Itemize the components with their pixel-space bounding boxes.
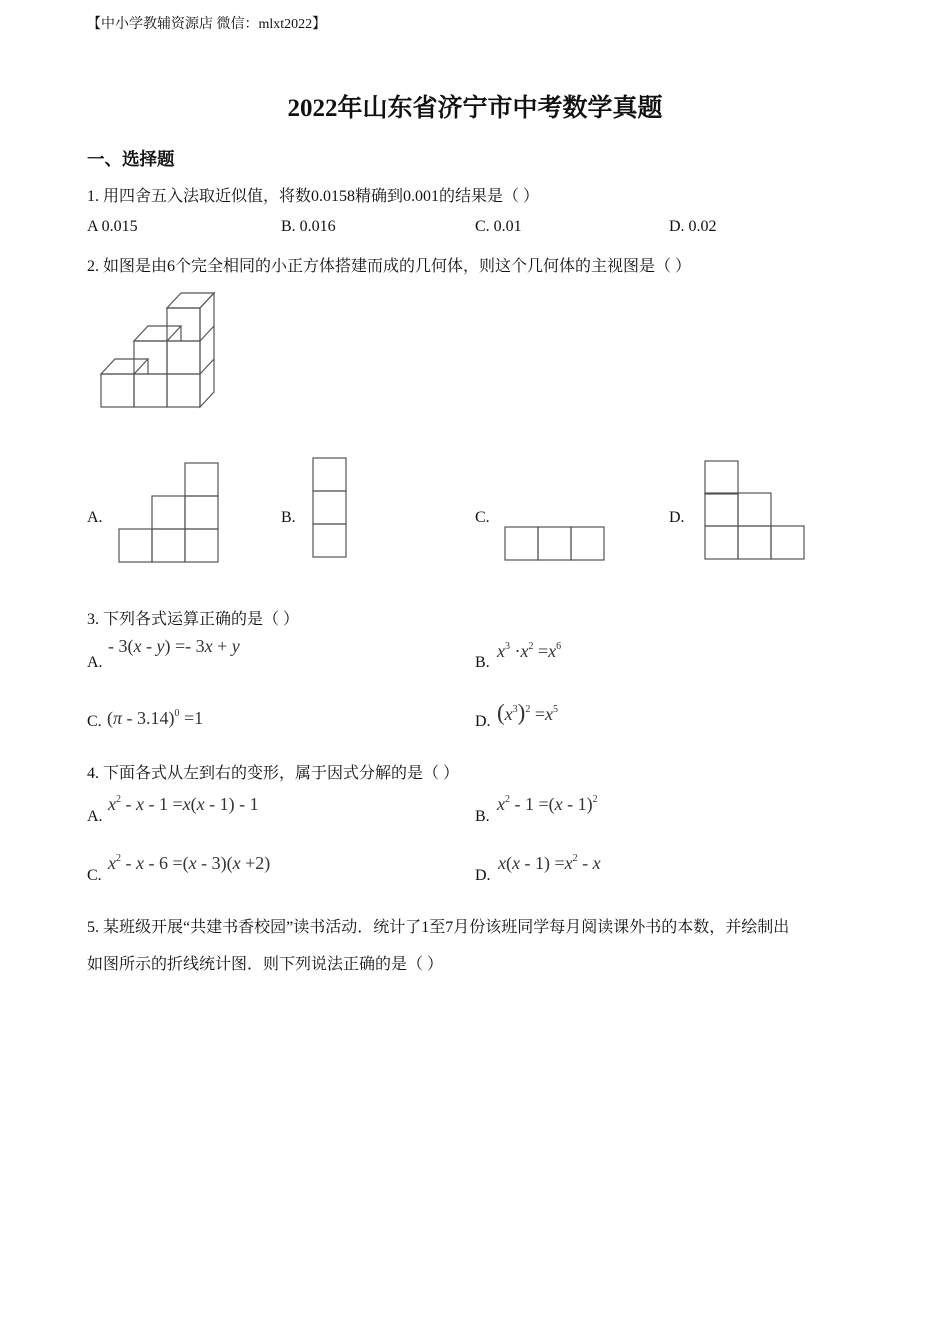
cube-stack-figure (95, 288, 225, 413)
question-5-line-2: 如图所示的折线统计图．则下列说法正确的是（ ） (87, 956, 444, 973)
q3-label-c: C. (87, 713, 102, 730)
q3-option-c-expr: (π - 3.14)$^0$ =1 (107, 708, 204, 728)
q2-option-d-figure (704, 460, 805, 561)
question-3-stem: 3. 下列各式运算正确的是（ ） (87, 611, 300, 628)
q4-option-c-expr: $x^2 - x - 6 =(x - 3)(x +2)$ (108, 853, 271, 873)
q2-label-d: D. (669, 509, 685, 526)
q1-option-b: B. 0.016 (281, 218, 336, 235)
q1-option-a: A 0.015 (87, 218, 138, 235)
question-5-line-1: 5. 某班级开展“共建书香校园”读书活动．统计了1至7月份该班同学每月阅读课外书的本数，并绘制出 (87, 919, 790, 936)
q1-option-c: C. 0.01 (475, 218, 522, 235)
q3-option-b-expr: $x^3 \cdot x^2 =x^6$ (497, 641, 562, 661)
question-2-stem: 2. 如图是由6个完全相同的小正方体搭建而成的几何体，则这个几何体的主视图是（ ） (87, 258, 692, 275)
q1-option-d: D. 0.02 (669, 218, 717, 235)
q4-option-d-expr: $x(x - 1) =x^2 - x$ (498, 853, 601, 873)
q4-label-d: D. (475, 867, 491, 884)
q4-option-a-expr: $x^2 - x - 1 =x(x - 1) - 1$ (108, 794, 259, 814)
section-heading: 一、选择题 (87, 149, 175, 169)
q2-option-a-figure (118, 463, 219, 564)
q4-label-a: A. (87, 808, 103, 825)
q2-label-c: C. (475, 509, 490, 526)
page-header: 【中小学教辅资源店 微信：mlxt2022】 (87, 17, 327, 32)
q3-label-a: A. (87, 654, 103, 671)
q2-option-b-figure (312, 457, 347, 558)
q4-label-c: C. (87, 867, 102, 884)
q2-label-b: B. (281, 509, 296, 526)
q3-option-a-expr: - 3(x - y) =- 3x + y (108, 636, 240, 656)
q4-option-b-expr: $x^2 - 1 =(x - 1)^2$ (497, 794, 598, 814)
q4-label-b: B. (475, 808, 490, 825)
question-1-stem: 1. 用四舍五入法取近似值，将数0.0158精确到0.001的结果是（ ） (87, 188, 540, 205)
question-4-stem: 4. 下面各式从左到右的变形，属于因式分解的是（ ） (87, 765, 460, 782)
q3-option-d-expr: $(x^3)^2 =x^5$ (497, 700, 558, 725)
q3-label-d: D. (475, 713, 491, 730)
q2-option-c-figure (504, 526, 605, 561)
q3-label-b: B. (475, 654, 490, 671)
q2-label-a: A. (87, 509, 103, 526)
page-title: 2022年山东省济宁市中考数学真题 (287, 95, 663, 122)
